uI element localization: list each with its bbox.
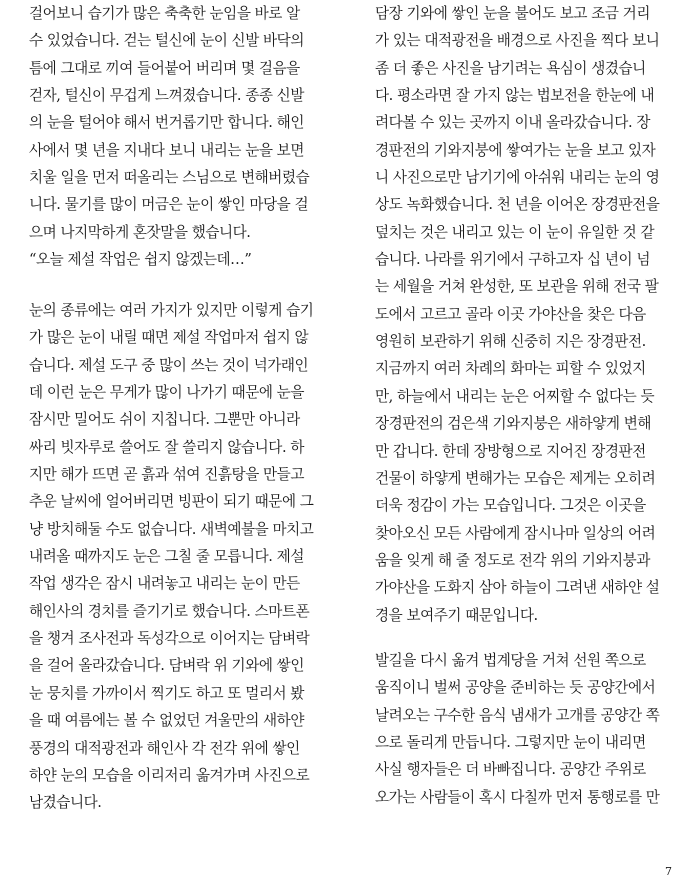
text-line: 지금까지 여러 차례의 화마는 피할 수 있었지 xyxy=(375,360,646,378)
quote-line: “오늘 제설 작업은 쉽지 않겠는데…” xyxy=(29,251,252,269)
left-paragraph-1 xyxy=(29,0,309,273)
text-line: 풍경의 대적광전과 해인사 각 전각 위에 쌓인 xyxy=(29,739,300,757)
text-line: 내려올 때까지도 눈은 그칠 줄 모릅니다. 제설 xyxy=(29,548,304,566)
left-paragraph-2 xyxy=(29,297,313,817)
text-line: 다. 평소라면 잘 가지 않는 법보전을 한눈에 내 xyxy=(375,87,655,105)
text-line: 가 있는 대적광전을 배경으로 사진을 찍다 보니 xyxy=(375,32,660,50)
text-line: 하얀 눈의 모습을 이리저리 옮겨가며 사진으로 xyxy=(29,766,310,784)
text-line: 싸리 빗자루로 쓸어도 잘 쓸리지 않습니다. 하 xyxy=(29,438,304,456)
text-line: 더욱 정감이 가는 모습입니다. 그것은 이곳을 xyxy=(375,497,646,515)
text-line: 해인사의 경치를 즐기기로 했습니다. 스마트폰 xyxy=(29,602,310,620)
text-line: 으며 나지막하게 혼잣말을 했습니다. xyxy=(29,223,251,241)
text-line: 니 사진으로만 남기기에 아쉬워 내리는 눈의 영 xyxy=(375,169,660,187)
right-paragraph-2 xyxy=(375,647,659,811)
text-line: 사에서 몇 년을 지내다 보니 내리는 눈을 보면 xyxy=(29,141,304,159)
text-line: 니다. 물기를 많이 머금은 눈이 쌓인 마당을 걸 xyxy=(29,196,309,214)
text-line: 지만 해가 뜨면 곧 흙과 섞여 진흙탕을 만들고 xyxy=(29,466,304,484)
text-line: 오가는 사람들이 혹시 다칠까 먼저 통행로를 만 xyxy=(375,788,660,806)
text-line: 남겼습니다. xyxy=(29,794,102,812)
text-line: 발길을 다시 옮겨 법계당을 거쳐 선원 쪽으로 xyxy=(375,652,646,669)
text-line: 영원히 보관하기 위해 신중히 지은 장경판전. xyxy=(375,333,646,351)
text-line: 담장 기와에 쌓인 눈을 불어도 보고 조금 거리 xyxy=(375,5,650,22)
text-line: 습니다. 제설 도구 중 많이 쓰는 것이 넉가래인 xyxy=(29,356,309,374)
text-line: 추운 날씨에 얼어버리면 빙판이 되기 때문에 그 xyxy=(29,493,314,511)
text-line: 냥 방치해둘 수도 없습니다. 새벽예불을 마치고 xyxy=(29,520,314,538)
text-line: 날려오는 구수한 음식 냄새가 고개를 공양간 쪽 xyxy=(375,706,660,724)
text-line: 데 이런 눈은 무게가 많이 나가기 때문에 눈을 xyxy=(29,384,304,402)
text-line: 잠시만 밀어도 쉬이 지칩니다. 그뿐만 아니라 xyxy=(29,411,300,429)
text-line: 찾아오신 모든 사람에게 잠시나마 일상의 어려 xyxy=(375,524,656,542)
text-line: 걷자, 털신이 무겁게 느껴졌습니다. 종종 신발 xyxy=(29,87,304,105)
text-line: 수 있었습니다. 걷는 털신에 눈이 신발 바닥의 xyxy=(29,32,304,50)
text-line: 움을 잊게 해 줄 정도로 전각 위의 기와지붕과 xyxy=(375,551,650,569)
text-line: 의 눈을 털어야 해서 번거롭기만 합니다. 해인 xyxy=(29,114,304,132)
text-line: 눈 뭉치를 가까이서 찍기도 하고 또 멀리서 봤 xyxy=(29,684,304,702)
text-line: 만 갑니다. 한데 장방형으로 지어진 장경판전 xyxy=(375,442,646,460)
text-line: 움직이니 벌써 공양을 준비하는 듯 공양간에서 xyxy=(375,679,656,697)
text-line: 도에서 고르고 골라 이곳 가야산을 찾은 다음 xyxy=(375,305,646,323)
right-paragraph-1 xyxy=(375,0,659,629)
text-line: 을 때 여름에는 볼 수 없었던 겨울만의 새하얀 xyxy=(29,712,304,730)
text-line: 눈의 종류에는 여러 가지가 있지만 이렇게 습기 xyxy=(29,302,314,319)
text-line: 덮치는 것은 내리고 있는 이 눈이 유일한 것 같 xyxy=(375,223,655,241)
page-number: 7 xyxy=(665,865,672,878)
text-line: 으로 돌리게 만듭니다. 그렇지만 눈이 내리면 xyxy=(375,734,646,752)
text-line: 가야산을 도화지 삼아 하늘이 그려낸 새하얀 설 xyxy=(375,579,660,597)
text-line: 려다볼 수 있는 곳까지 이내 올라갔습니다. 장 xyxy=(375,114,650,132)
text-line: 습니다. 나라를 위기에서 구하고자 십 년이 넘 xyxy=(375,251,650,269)
text-line: 상도 녹화했습니다. 천 년을 이어온 장경판전을 xyxy=(375,196,660,214)
text-line: 장경판전의 검은색 기와지붕은 새하얗게 변해 xyxy=(375,415,652,433)
text-line: 을 걸어 올라갔습니다. 담벼락 위 기와에 쌓인 xyxy=(29,657,304,675)
text-line: 는 세월을 거쳐 완성한, 또 보관을 위해 전국 팔 xyxy=(375,278,659,296)
text-line: 치울 일을 먼저 떠올리는 스님으로 변해버렸습 xyxy=(29,169,310,187)
text-line: 경을 보여주기 때문입니다. xyxy=(375,606,538,624)
text-line: 경판전의 기와지붕에 쌓여가는 눈을 보고 있자 xyxy=(375,141,656,159)
text-line: 작업 생각은 잠시 내려놓고 내리는 눈이 만든 xyxy=(29,575,300,593)
text-line: 가 많은 눈이 내릴 때면 제설 작업마저 쉽지 않 xyxy=(29,329,309,347)
text-line: 좀 더 좋은 사진을 남기려는 욕심이 생겼습니 xyxy=(375,59,646,77)
text-line: 걸어보니 습기가 많은 축축한 눈임을 바로 알 xyxy=(29,5,300,22)
text-line: 을 챙겨 조사전과 독성각으로 이어지는 담벼락 xyxy=(29,630,310,648)
text-line: 만, 하늘에서 내리는 눈은 어찌할 수 없다는 듯 xyxy=(375,387,655,405)
text-line: 틈에 그대로 끼여 들어붙어 버리며 몇 걸음을 xyxy=(29,59,300,77)
text-line: 사실 행자들은 더 바빠집니다. 공양간 주위로 xyxy=(375,761,646,779)
text-line: 건물이 하얗게 변해가는 모습은 제게는 오히려 xyxy=(375,469,656,487)
